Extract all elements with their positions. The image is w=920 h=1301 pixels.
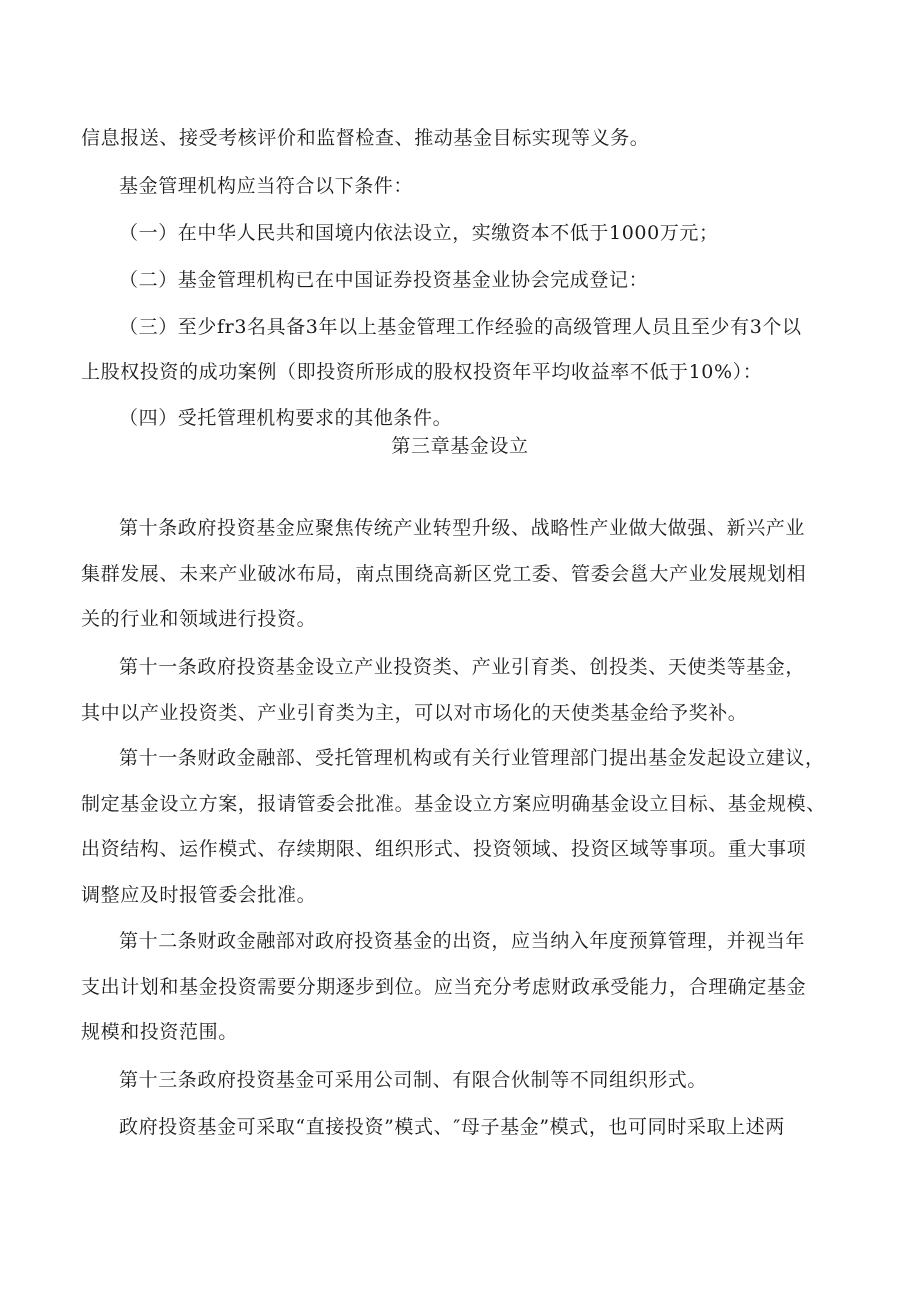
text-line: 政府投资基金可采取“直接投资”模式、″母子基金”模式，也可同时采取上述两 <box>119 1116 785 1138</box>
text-line: 规模和投资范围。 <box>81 1021 238 1043</box>
text-line: 集群发展、未来产业破冰布局，南点围绕高新区党工委、管委会邕大产业发展规划相 <box>81 563 807 585</box>
text-line: 第十一条财政金融部、受托管理机构或有关行业管理部门提出基金发起设立建议， <box>119 747 825 769</box>
list-item: （一）在中华人民共和国境内依法设立，实缴资本不低于1000万元； <box>119 222 719 244</box>
text-line: 出资结构、运作模式、存续期限、组织形式、投资领域、投资区域等事项。重大事项 <box>81 838 807 860</box>
text-line: 其中以产业投资类、产业引育类为主，可以对市场化的天使类基金给予奖补。 <box>81 702 748 724</box>
list-item: （三）至少fr3名具备3年以上基金管理工作经验的高级管理人员且至少有3个以 <box>119 316 802 338</box>
text-line: 关的行业和领域进行投资。 <box>81 608 317 630</box>
chapter-heading: 第三章基金设立 <box>391 435 529 457</box>
text-line: 第十三条政府投资基金可采用公司制、有限合伙制等不同组织形式。 <box>119 1069 708 1091</box>
text-line: 第十一条政府投资基金设立产业投资类、产业引育类、创投类、天使类等基金， <box>119 656 806 678</box>
text-line: 上股权投资的成功案例（即投资所形成的股权投资年平均收益率不低于10%）： <box>81 361 763 383</box>
text-line: 第十二条财政金融部对政府投资基金的出资，应当纳入年度预算管理，并视当年 <box>119 930 806 952</box>
text-line: 基金管理机构应当符合以下条件： <box>119 175 414 197</box>
text-line: 信息报送、接受考核评价和监督检查、推动基金目标实现等义务。 <box>81 127 650 149</box>
list-item: （四）受托管理机构要求的其他条件。 <box>119 407 453 429</box>
text-line: 支出计划和基金投资需要分期逐步到位。应当充分考虑财政承受能力，合理确定基金 <box>81 976 807 998</box>
text-line: 调整应及时报管委会批准。 <box>81 884 317 906</box>
text-line: 第十条政府投资基金应聚焦传统产业转型升级、战略性产业做大做强、新兴产业 <box>119 517 806 539</box>
text-line: 制定基金设立方案，报请管委会批准。基金设立方案应明确基金设立目标、基金规模、 <box>81 793 826 815</box>
list-item: （二）基金管理机构已在中国证券投资基金业协会完成登记： <box>119 269 649 291</box>
